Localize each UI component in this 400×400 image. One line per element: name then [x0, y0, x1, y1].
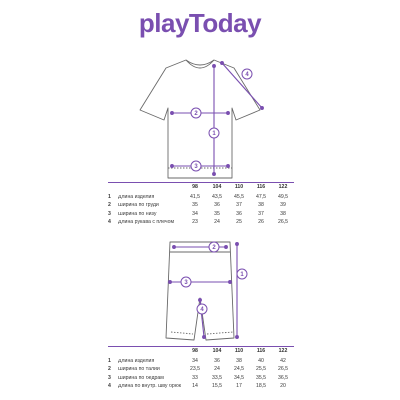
table-cell: 37: [236, 202, 242, 209]
table-cell: 35: [214, 210, 220, 217]
table-cell: 34: [192, 357, 198, 364]
table-cell: 24: [214, 219, 220, 226]
row-number: 3: [108, 210, 111, 217]
table-cell: 43,5: [211, 193, 223, 200]
table-cell: 17: [236, 383, 242, 390]
shorts-marker-4: 4: [200, 307, 204, 314]
table-row: [108, 219, 294, 228]
row-label: Ширина по груди: [118, 203, 159, 209]
row-number: 2: [108, 202, 111, 209]
table-cell: 42: [280, 357, 286, 364]
size-header: 98: [192, 348, 198, 355]
table-cell: 24: [214, 366, 220, 373]
shorts-size-table: [108, 346, 294, 391]
row-number: 4: [108, 219, 111, 226]
table-cell: 26,5: [277, 219, 289, 226]
brand-logo: playToday: [138, 8, 262, 38]
size-header: 116: [256, 348, 266, 355]
table-cell: 18,5: [255, 383, 267, 390]
table-cell: 36: [236, 210, 242, 217]
table-cell: 41,5: [189, 193, 201, 200]
table-cell: 35,5: [255, 374, 267, 381]
table-cell: 35: [192, 202, 198, 209]
row-number: 3: [108, 374, 111, 381]
table-cell: 34: [192, 210, 198, 217]
shorts-marker-3: 3: [184, 280, 188, 287]
size-header: 122: [278, 348, 288, 355]
shorts-marker-2: 2: [212, 245, 216, 252]
table-cell: 49,5: [277, 193, 289, 200]
tshirt-size-table: [108, 182, 294, 227]
shorts-table-header: [108, 346, 294, 357]
table-cell: 20: [280, 383, 286, 390]
row-number: 1: [108, 193, 111, 200]
table-cell: 23: [192, 219, 198, 226]
table-cell: 45,5: [233, 193, 245, 200]
table-cell: 15,5: [211, 383, 223, 390]
table-cell: 38: [280, 210, 286, 217]
row-label: Длина изделия: [118, 358, 155, 364]
table-cell: 40: [258, 357, 264, 364]
size-header: 110: [234, 348, 244, 355]
table-cell: 47,5: [255, 193, 267, 200]
size-header: 122: [278, 184, 288, 191]
table-cell: 26,5: [277, 366, 289, 373]
table-row: [108, 374, 294, 383]
size-header: 116: [256, 184, 266, 191]
size-header: 104: [212, 348, 222, 355]
size-header: 110: [234, 184, 244, 191]
table-cell: 36: [214, 357, 220, 364]
table-cell: 23,5: [189, 366, 201, 373]
table-cell: 36: [214, 202, 220, 209]
table-row: [108, 383, 294, 392]
row-label: Ширина по бедрам: [118, 375, 164, 381]
tshirt-marker-4: 4: [245, 72, 249, 79]
table-cell: 33: [192, 374, 198, 381]
shorts-marker-1: 1: [240, 272, 244, 279]
tshirt-marker-1: 1: [212, 131, 216, 138]
table-cell: 39: [280, 202, 286, 209]
shorts-diagram: [0, 234, 400, 344]
table-cell: 38: [236, 357, 242, 364]
table-cell: 25: [236, 219, 242, 226]
table-row: [108, 366, 294, 375]
table-cell: 38: [258, 202, 264, 209]
table-cell: 36,5: [277, 374, 289, 381]
table-cell: 24,5: [233, 366, 245, 373]
tshirt-marker-3: 3: [194, 164, 198, 171]
row-number: 1: [108, 357, 111, 364]
row-label: Длина рукава с плечом: [118, 220, 175, 226]
row-label: Длина изделия: [118, 194, 155, 200]
table-cell: 33,5: [211, 374, 223, 381]
size-header: 104: [212, 184, 222, 191]
table-row: [108, 210, 294, 219]
table-cell: 25,5: [255, 366, 267, 373]
row-number: 4: [108, 383, 111, 390]
tshirt-table-header: [108, 182, 294, 193]
table-row: [108, 202, 294, 211]
row-number: 2: [108, 366, 111, 373]
size-header: 98: [192, 184, 198, 191]
tshirt-diagram: [0, 50, 400, 182]
row-label: Ширина по низу: [118, 211, 157, 217]
table-cell: 34,5: [233, 374, 245, 381]
table-cell: 37: [258, 210, 264, 217]
row-label: Длина по внутр. шву брюк: [118, 384, 181, 390]
table-row: [108, 193, 294, 202]
table-cell: 14: [192, 383, 198, 390]
table-row: [108, 357, 294, 366]
table-cell: 26: [258, 219, 264, 226]
row-label: Ширина по талии: [118, 367, 160, 373]
tshirt-marker-2: 2: [194, 111, 198, 118]
